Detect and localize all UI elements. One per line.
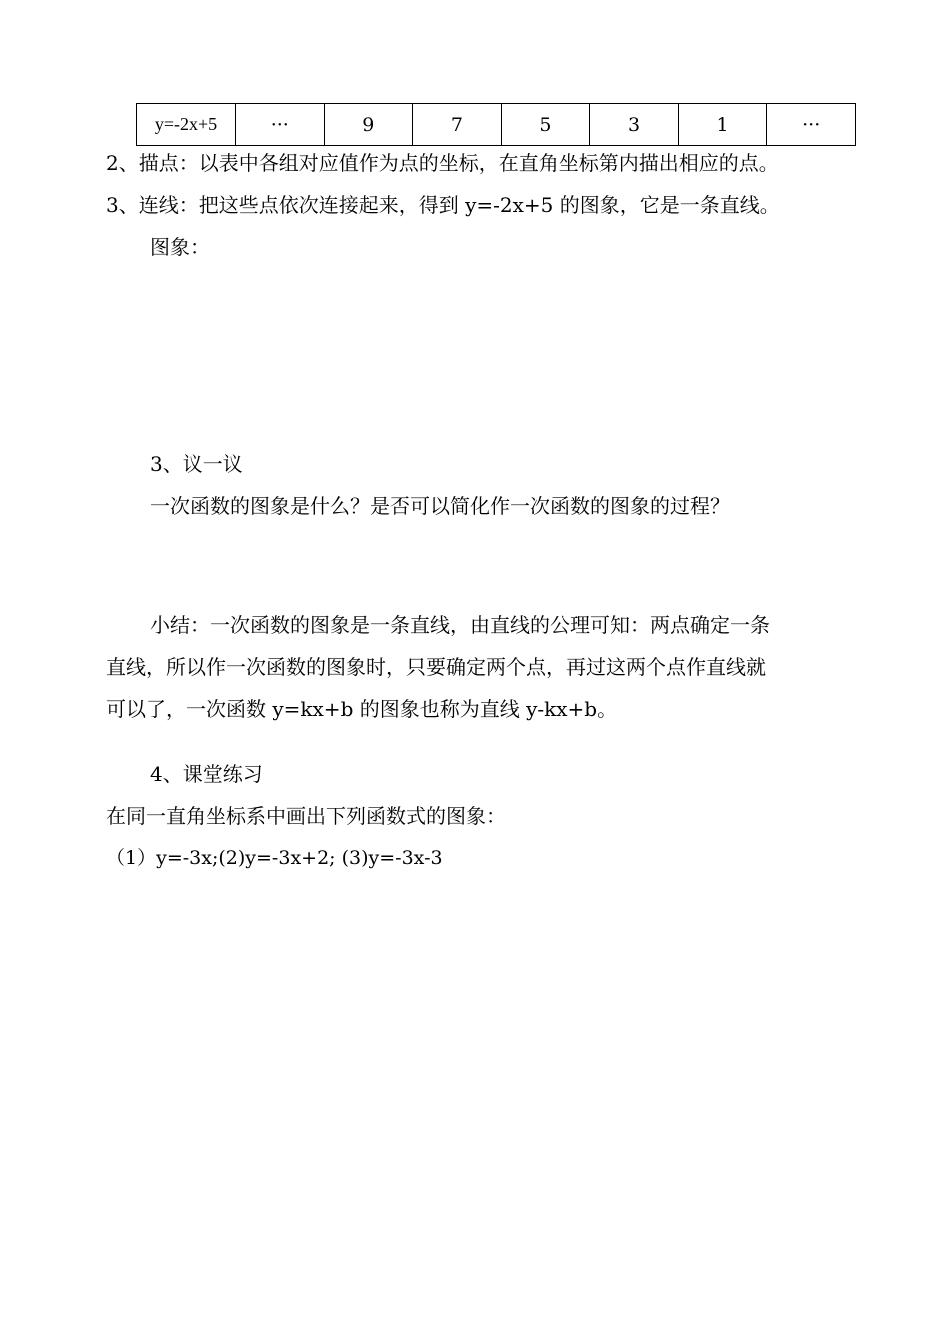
table-cell: ··· <box>767 104 856 146</box>
table-cell: ··· <box>236 104 325 146</box>
practice-instruction: 在同一直角坐标系中画出下列函数式的图象： <box>106 804 506 828</box>
step-2-text: 2、描点：以表中各组对应值作为点的坐标，在直角坐标第内描出相应的点。 <box>106 151 779 175</box>
value-table <box>136 103 856 146</box>
table-row <box>137 104 856 146</box>
table-cell: 3 <box>590 104 679 146</box>
summary-line-1: 小结：一次函数的图象是一条直线，由直线的公理可知：两点确定一条 <box>150 613 770 637</box>
table-cell: 1 <box>678 104 767 146</box>
table-cell: 7 <box>413 104 502 146</box>
table-cell: 9 <box>324 104 413 146</box>
discuss-heading: 3、议一议 <box>150 452 243 476</box>
table-row-label: y=-2x+5 <box>137 104 236 146</box>
figure-label: 图象： <box>150 235 210 259</box>
practice-items: （1）y=-3x;(2)y=-3x+2; (3)y=-3x-3 <box>106 847 443 869</box>
discuss-question: 一次函数的图象是什么？是否可以简化作一次函数的图象的过程？ <box>150 494 730 518</box>
table-cell: 5 <box>501 104 590 146</box>
summary-line-2: 直线，所以作一次函数的图象时，只要确定两个点，再过这两个点作直线就 <box>106 655 766 679</box>
summary-line-3: 可以了，一次函数 y=kx+b 的图象也称为直线 y-kx+b。 <box>106 697 618 721</box>
practice-heading: 4、课堂练习 <box>150 762 263 786</box>
step-3-text: 3、连线：把这些点依次连接起来，得到 y=-2x+5 的图象，它是一条直线。 <box>106 193 780 217</box>
